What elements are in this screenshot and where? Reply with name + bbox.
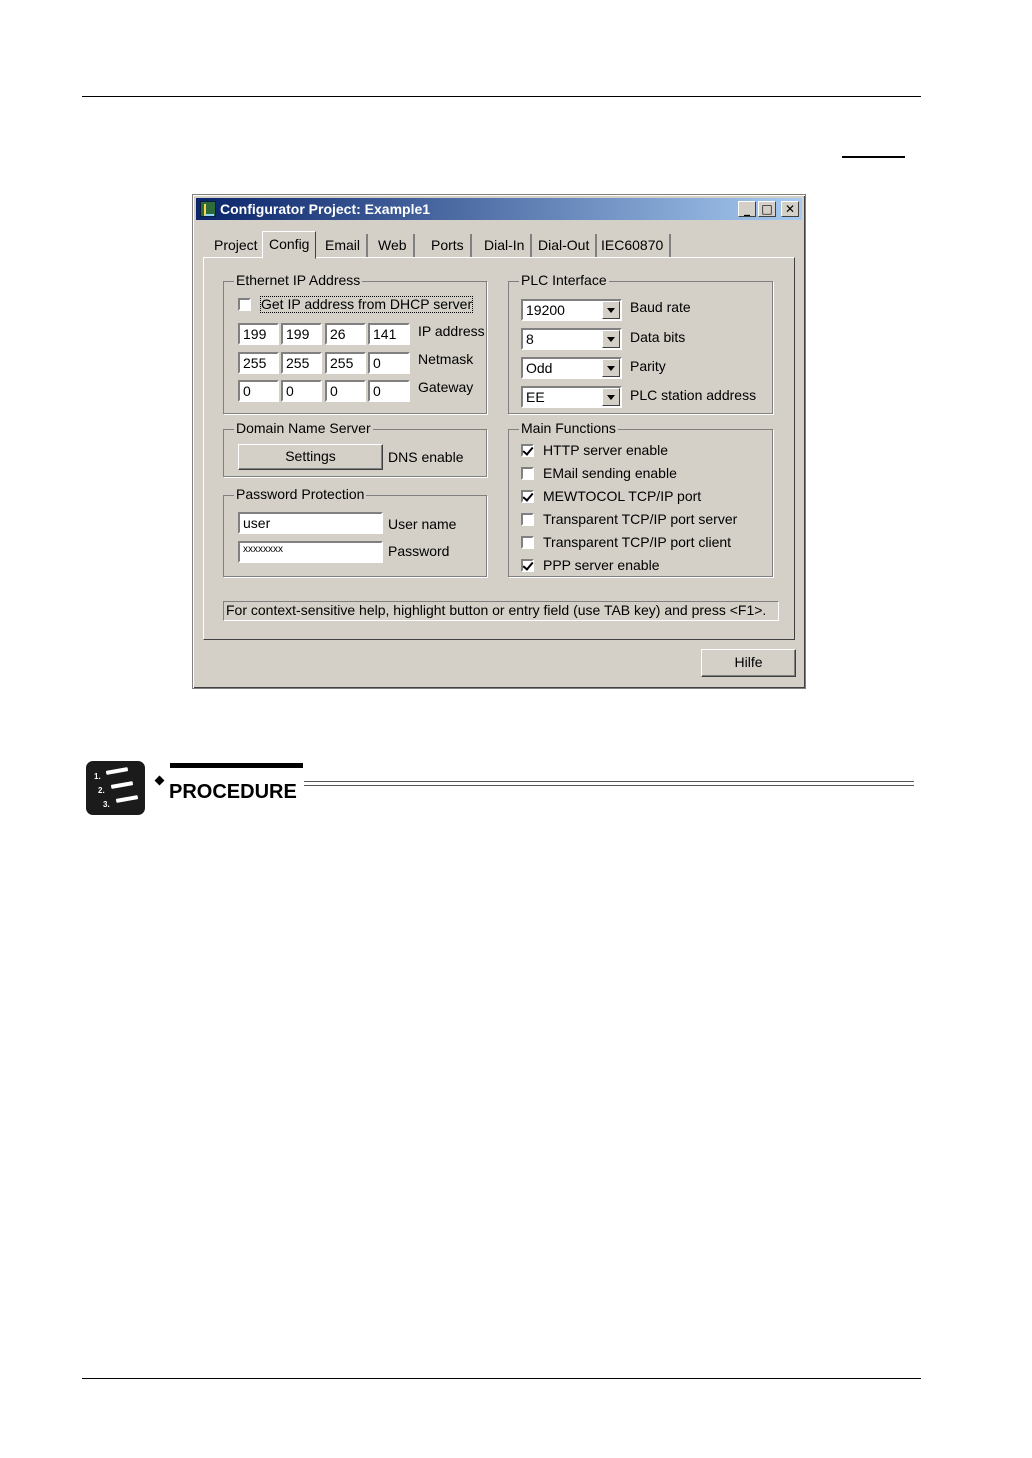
ip-octet-2[interactable]: 199 [281, 323, 322, 345]
chevron-down-icon[interactable] [602, 301, 620, 319]
gateway-octet-4[interactable]: 0 [368, 380, 410, 402]
function-checkbox[interactable] [521, 559, 534, 572]
chevron-down-icon[interactable] [602, 388, 620, 406]
step-dash [106, 767, 128, 775]
station-address-label: PLC station address [630, 387, 757, 403]
minimize-button[interactable]: _ [738, 201, 756, 217]
ethernet-legend: Ethernet IP Address [236, 272, 361, 288]
step-number: 2. [98, 786, 105, 795]
function-checkbox[interactable] [521, 490, 534, 503]
password-legend: Password Protection [236, 486, 365, 502]
netmask-octet-2[interactable]: 255 [281, 352, 322, 374]
ip-octet-4[interactable]: 141 [368, 323, 410, 345]
procedure-bar [170, 763, 303, 768]
ip-octet-3[interactable]: 26 [325, 323, 366, 345]
diamond-bullet-icon [155, 776, 165, 786]
gateway-octet-2[interactable]: 0 [281, 380, 322, 402]
chevron-down-icon[interactable] [602, 359, 620, 377]
gateway-octet-1[interactable]: 0 [238, 380, 279, 402]
ip-label: IP address [418, 323, 485, 339]
parity-label: Parity [630, 358, 666, 374]
function-label: EMail sending enable [543, 465, 677, 481]
tab-ports[interactable]: Ports [425, 234, 472, 258]
data-bits-value: 8 [526, 331, 534, 347]
tab-dial-out[interactable]: Dial-Out [532, 234, 597, 258]
plc-group [508, 272, 773, 414]
netmask-label: Netmask [418, 351, 474, 367]
header-rule [82, 96, 921, 97]
username-input[interactable]: user [238, 512, 383, 534]
function-label: Transparent TCP/IP port client [543, 534, 732, 550]
procedure-list-icon [86, 761, 145, 815]
plc-legend: PLC Interface [521, 272, 607, 288]
main-functions-legend: Main Functions [521, 420, 616, 436]
tab-web[interactable]: Web [372, 234, 415, 258]
data-bits-label: Data bits [630, 329, 686, 345]
password-group [223, 486, 487, 577]
function-checkbox[interactable] [521, 467, 534, 480]
dhcp-checkbox[interactable] [238, 298, 251, 311]
function-checkbox[interactable] [521, 513, 534, 526]
baud-rate-value: 19200 [526, 302, 565, 318]
netmask-octet-3[interactable]: 255 [325, 352, 366, 374]
ethernet-group [223, 272, 487, 414]
step-number: 3. [103, 800, 110, 809]
main-functions-group [508, 420, 773, 577]
dns-enable-label: DNS enable [388, 449, 464, 465]
status-help-text: For context-sensitive help, highlight button or entry field (use TAB key) and press <F1>. [223, 601, 779, 621]
netmask-octet-1[interactable]: 255 [238, 352, 279, 374]
tab-project[interactable]: Project [214, 237, 258, 253]
title-bar[interactable] [196, 198, 802, 220]
window-title: Configurator Project: Example1 [220, 201, 431, 217]
function-label: MEWTOCOL TCP/IP port [543, 488, 702, 504]
app-icon [200, 201, 216, 217]
maximize-button[interactable]: □ [758, 201, 776, 217]
baud-rate-select[interactable] [521, 299, 622, 321]
ip-octet-1[interactable]: 199 [238, 323, 279, 345]
baud-rate-label: Baud rate [630, 299, 691, 315]
parity-value: Odd [526, 360, 553, 376]
dns-group [223, 420, 487, 477]
chevron-down-icon[interactable] [602, 330, 620, 348]
password-label: Password [388, 543, 450, 559]
netmask-octet-4[interactable]: 0 [368, 352, 410, 374]
function-checkbox[interactable] [521, 444, 534, 457]
tab-email[interactable]: Email [319, 234, 368, 258]
tab-config[interactable]: Config [262, 231, 316, 259]
configurator-window [192, 194, 806, 689]
tab-iec60870[interactable]: IEC60870 [595, 234, 671, 258]
step-dash [116, 795, 138, 803]
header-mark [842, 156, 905, 158]
dns-legend: Domain Name Server [236, 420, 371, 436]
station-address-select[interactable] [521, 386, 622, 408]
tab-dial-in[interactable]: Dial-In [478, 234, 532, 258]
settings-button[interactable]: Settings [238, 444, 383, 470]
close-button[interactable]: ✕ [781, 201, 799, 217]
step-number: 1. [94, 772, 101, 781]
function-label: PPP server enable [543, 557, 660, 573]
function-label: HTTP server enable [543, 442, 669, 458]
station-address-value: EE [526, 389, 545, 405]
gateway-octet-3[interactable]: 0 [325, 380, 366, 402]
procedure-heading: PROCEDURE [169, 781, 297, 803]
gateway-label: Gateway [418, 379, 474, 395]
username-label: User name [388, 516, 457, 532]
function-checkbox[interactable] [521, 536, 534, 549]
dhcp-label[interactable]: Get IP address from DHCP server [261, 296, 473, 312]
step-dash [111, 781, 133, 789]
footer-rule [82, 1378, 921, 1379]
data-bits-select[interactable] [521, 328, 622, 350]
password-input[interactable]: xxxxxxxx [238, 541, 383, 563]
parity-select[interactable] [521, 357, 622, 379]
function-label: Transparent TCP/IP port server [543, 511, 738, 527]
procedure-rule [304, 781, 914, 786]
help-button[interactable]: Hilfe [701, 649, 796, 677]
